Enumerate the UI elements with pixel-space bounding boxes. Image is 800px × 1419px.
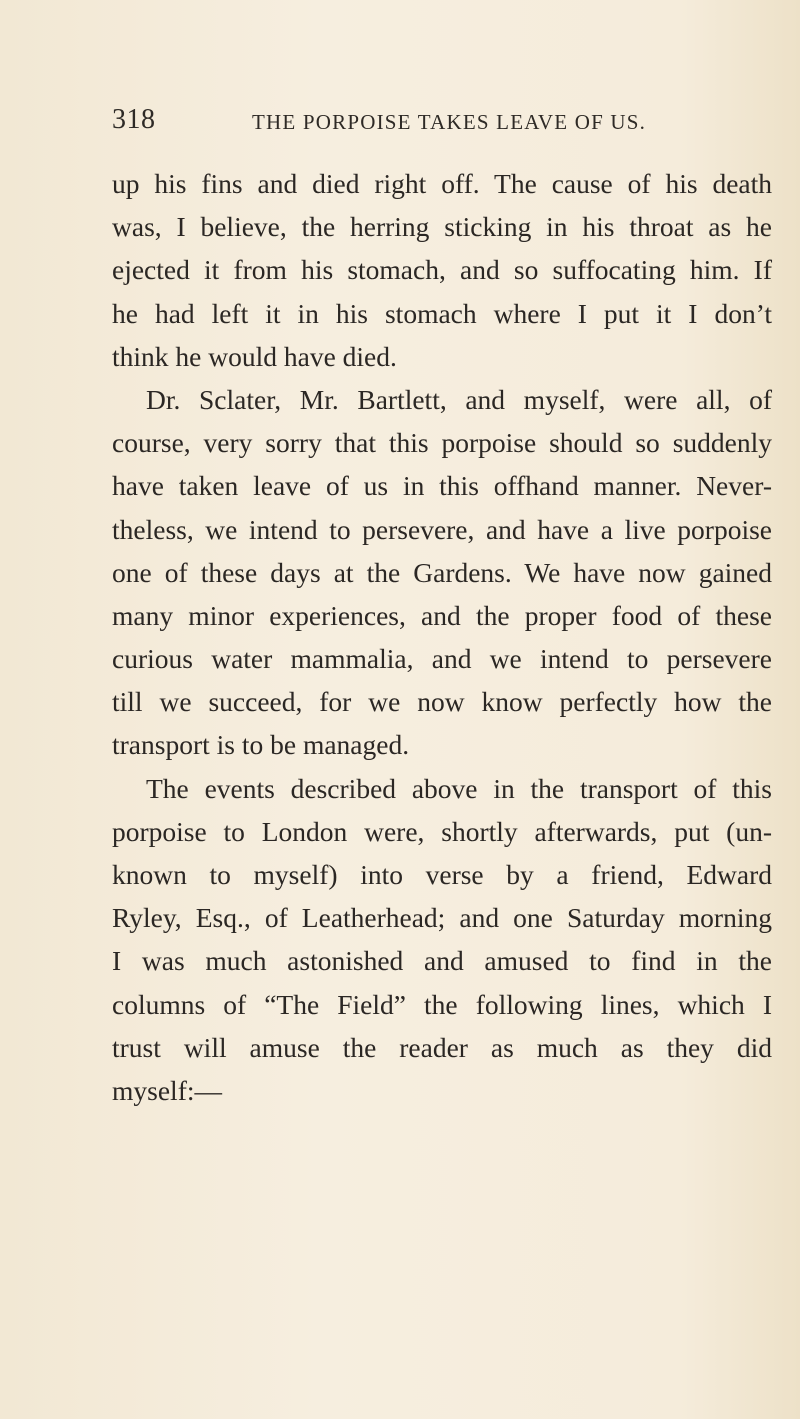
text-line: theless, we intend to persevere, and have a live porpoise: [112, 513, 772, 545]
text-line: ejected it from his stomach, and so suffocating him. If: [112, 254, 772, 286]
text-line: transport is to be managed.: [112, 729, 410, 761]
text-line: he had left it in his stomach where I put it I don’t: [112, 297, 772, 329]
text-line: curious water mammalia, and we intend to persevere: [112, 643, 772, 675]
text-line: have taken leave of us in this offhand manner. Never-: [112, 470, 772, 502]
text-line: The events described above in the transport of this: [146, 772, 772, 804]
text-line: was, I believe, the herring sticking in his throat as he: [112, 211, 772, 243]
text-line: one of these days at the Gardens. We have now gained: [112, 556, 772, 588]
text-line: columns of “The Field” the following lines, which I: [112, 988, 772, 1020]
text-line: porpoise to London were, shortly afterwards, put (un-: [112, 815, 772, 847]
page-header: [112, 104, 668, 144]
text-line: course, very sorry that this porpoise should so suddenly: [112, 427, 772, 459]
text-line: till we succeed, for we now know perfectly how the: [112, 686, 772, 718]
body-text: [112, 162, 772, 1112]
text-line: think he would have died.: [112, 340, 397, 372]
text-line: Ryley, Esq., of Leatherhead; and one Saturday morning: [112, 902, 772, 934]
text-line: Dr. Sclater, Mr. Bartlett, and myself, were all, of: [146, 383, 772, 415]
text-line: many minor experiences, and the proper food of these: [112, 599, 772, 631]
running-title: THE PORPOISE TAKES LEAVE OF US.: [252, 110, 647, 134]
text-line: myself:—: [112, 1074, 222, 1106]
text-line: trust will amuse the reader as much as they did: [112, 1031, 772, 1063]
text-line: I was much astonished and amused to find in the: [112, 945, 772, 977]
page-number: 318: [112, 104, 156, 135]
text-line: up his fins and died right off. The cause of his death: [112, 168, 772, 199]
text-line: known to myself) into verse by a friend, Edward: [112, 859, 772, 890]
